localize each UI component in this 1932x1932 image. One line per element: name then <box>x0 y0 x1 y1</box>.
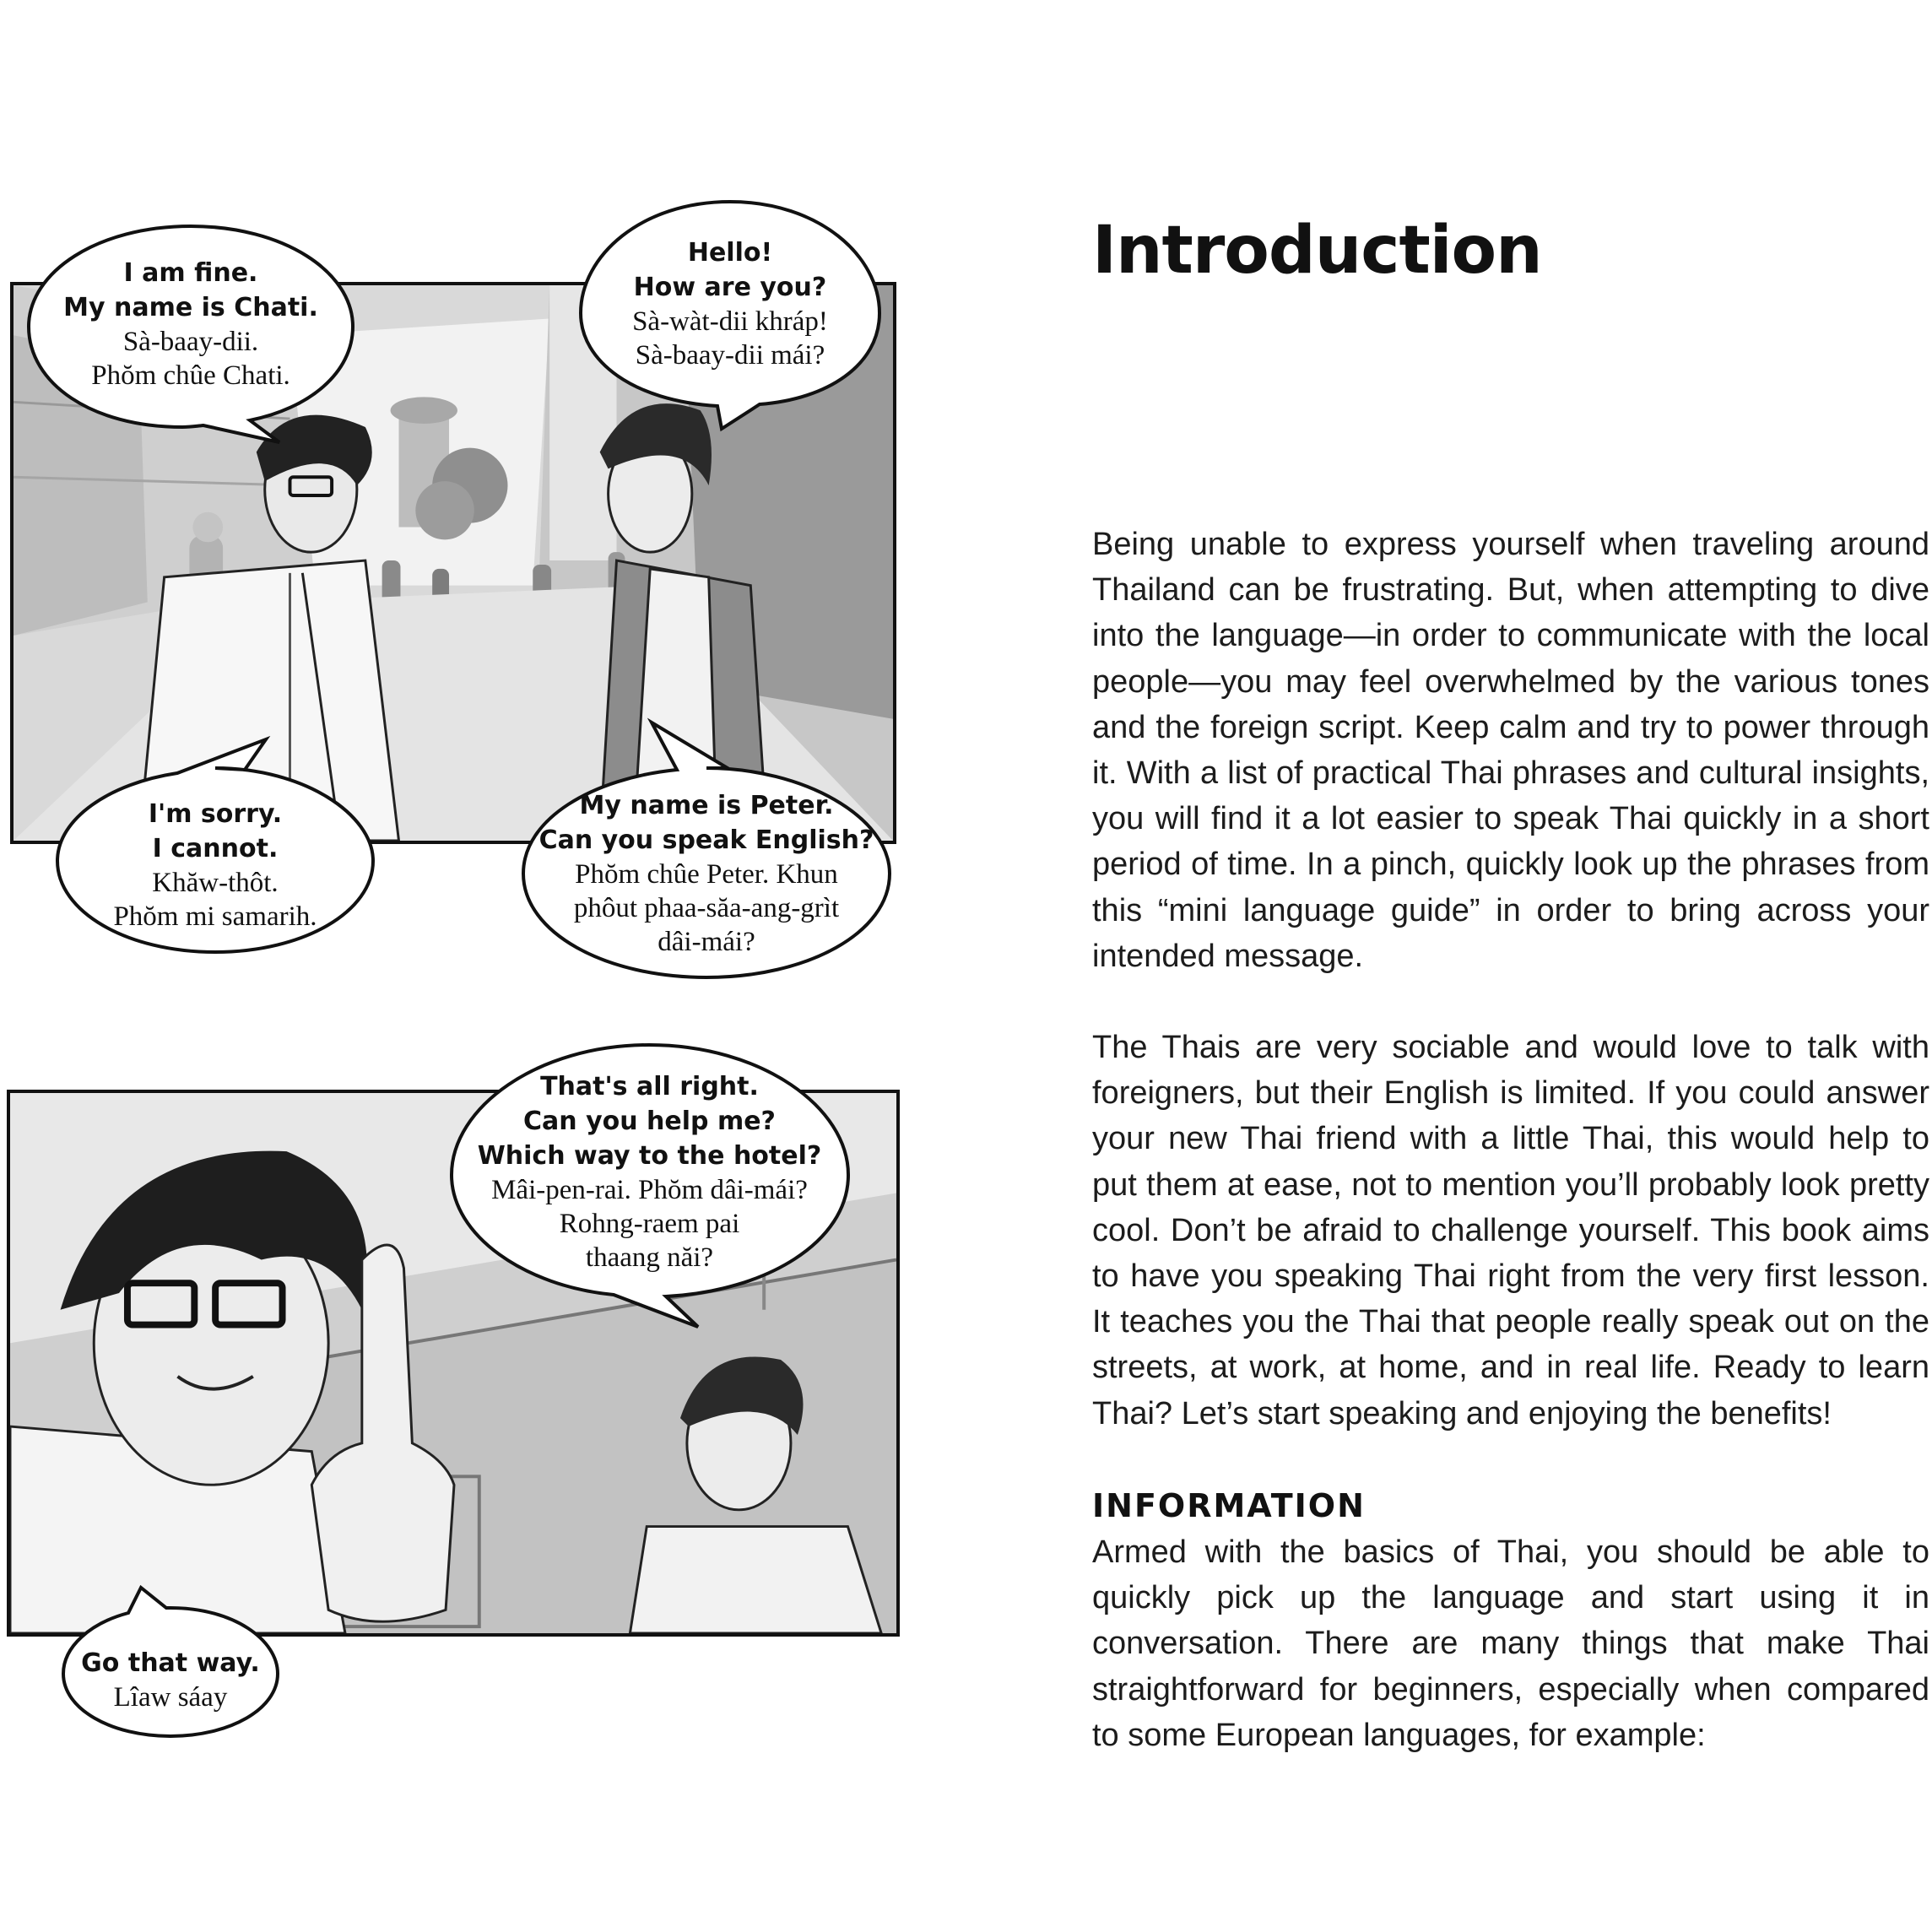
bubble-line: Sà-baay-dii mái? <box>635 340 825 371</box>
speech-bubble-name <box>517 781 896 966</box>
speech-bubble-peter <box>574 203 886 405</box>
bubble-line: Can you speak English? <box>538 825 874 855</box>
bubble-line: Which way to the hotel? <box>477 1140 822 1171</box>
speech-bubble-help <box>445 1045 854 1298</box>
bubble-line: I am fine. <box>123 258 258 288</box>
information-paragraph: Armed with the basics of Thai, you should be able to quickly pick up the language and start using it in conversation. There are many things that make Thai straightforward for beginners, especially when compared to some European languages, for example: <box>1092 1534 1929 1753</box>
bubble-line: My name is Chati. <box>63 293 318 322</box>
bubble-line: How are you? <box>633 273 827 302</box>
bubble-line: thaang năi? <box>585 1242 714 1273</box>
bubble-line: I'm sorry. <box>148 799 283 829</box>
bubble-line: Mâi-pen-rai. Phŏm dâi-mái? <box>491 1174 808 1205</box>
bubble-line: Can you help me? <box>523 1106 776 1136</box>
bubble-line: Rohng-raem pai <box>559 1208 740 1239</box>
section-heading-information: INFORMATION <box>1092 1487 1366 1524</box>
bubble-line: Phŏm chûe Chati. <box>91 360 290 391</box>
bubble-line: That's all right. <box>540 1071 759 1101</box>
bubble-line: Hello! <box>687 238 773 268</box>
bubble-line: Sà-baay-dii. <box>122 327 259 357</box>
bubble-line: Phŏm chûe Peter. Khun <box>575 859 838 890</box>
bubble-line: Lîaw sáay <box>113 1681 228 1713</box>
intro-paragraph-1: Being unable to express yourself when traveling around Thailand can be frustrating. But, when attempting to dive into the language—in order to communicate with the local people—you may feel overwhelmed by the various tones and the foreign script. Keep calm and try to power through it. With a list of practical Thai phrases and cultural insights, you will find it a lot easier to speak Thai quickly in a short period of time. In a pinch, quickly look up the phrases from this “mini language guide” in order to bring across your intended message. <box>1092 527 1929 974</box>
page-title: Introduction <box>1092 213 1542 289</box>
bubble-line: phôut phaa-săa-ang-grìt <box>573 893 840 923</box>
bubble-line: dâi-mái? <box>658 927 755 957</box>
bubble-line: My name is Peter. <box>579 791 834 820</box>
bubble-line: I cannot. <box>152 834 279 863</box>
bubble-line: Khăw-thôt. <box>152 868 279 898</box>
speech-bubble-chati <box>22 225 360 424</box>
bubble-line: Go that way. <box>81 1648 260 1678</box>
bubble-line: Phŏm mi samarih. <box>113 901 317 932</box>
intro-paragraph-2: The Thais are very sociable and would love to talk with foreigners, but their English is limited. If you could answer your new Thai friend with a little Thai, this would help to put them at ease, not to mention you’ll probably look pretty cool. Don’t be afraid to challenge yourself. This book aims to have you speaking Thai right from the very first lesson. It teaches you the Thai that people really speak out on the streets, at work, at home, and in real life. Ready to learn Thai? Let’s start speaking and enjoying the benefits! <box>1092 1030 1929 1431</box>
speech-bubble-sorry <box>51 781 380 950</box>
speech-bubble-go <box>57 1625 284 1734</box>
bubble-line: Sà-wàt-dii khráp! <box>632 306 828 337</box>
